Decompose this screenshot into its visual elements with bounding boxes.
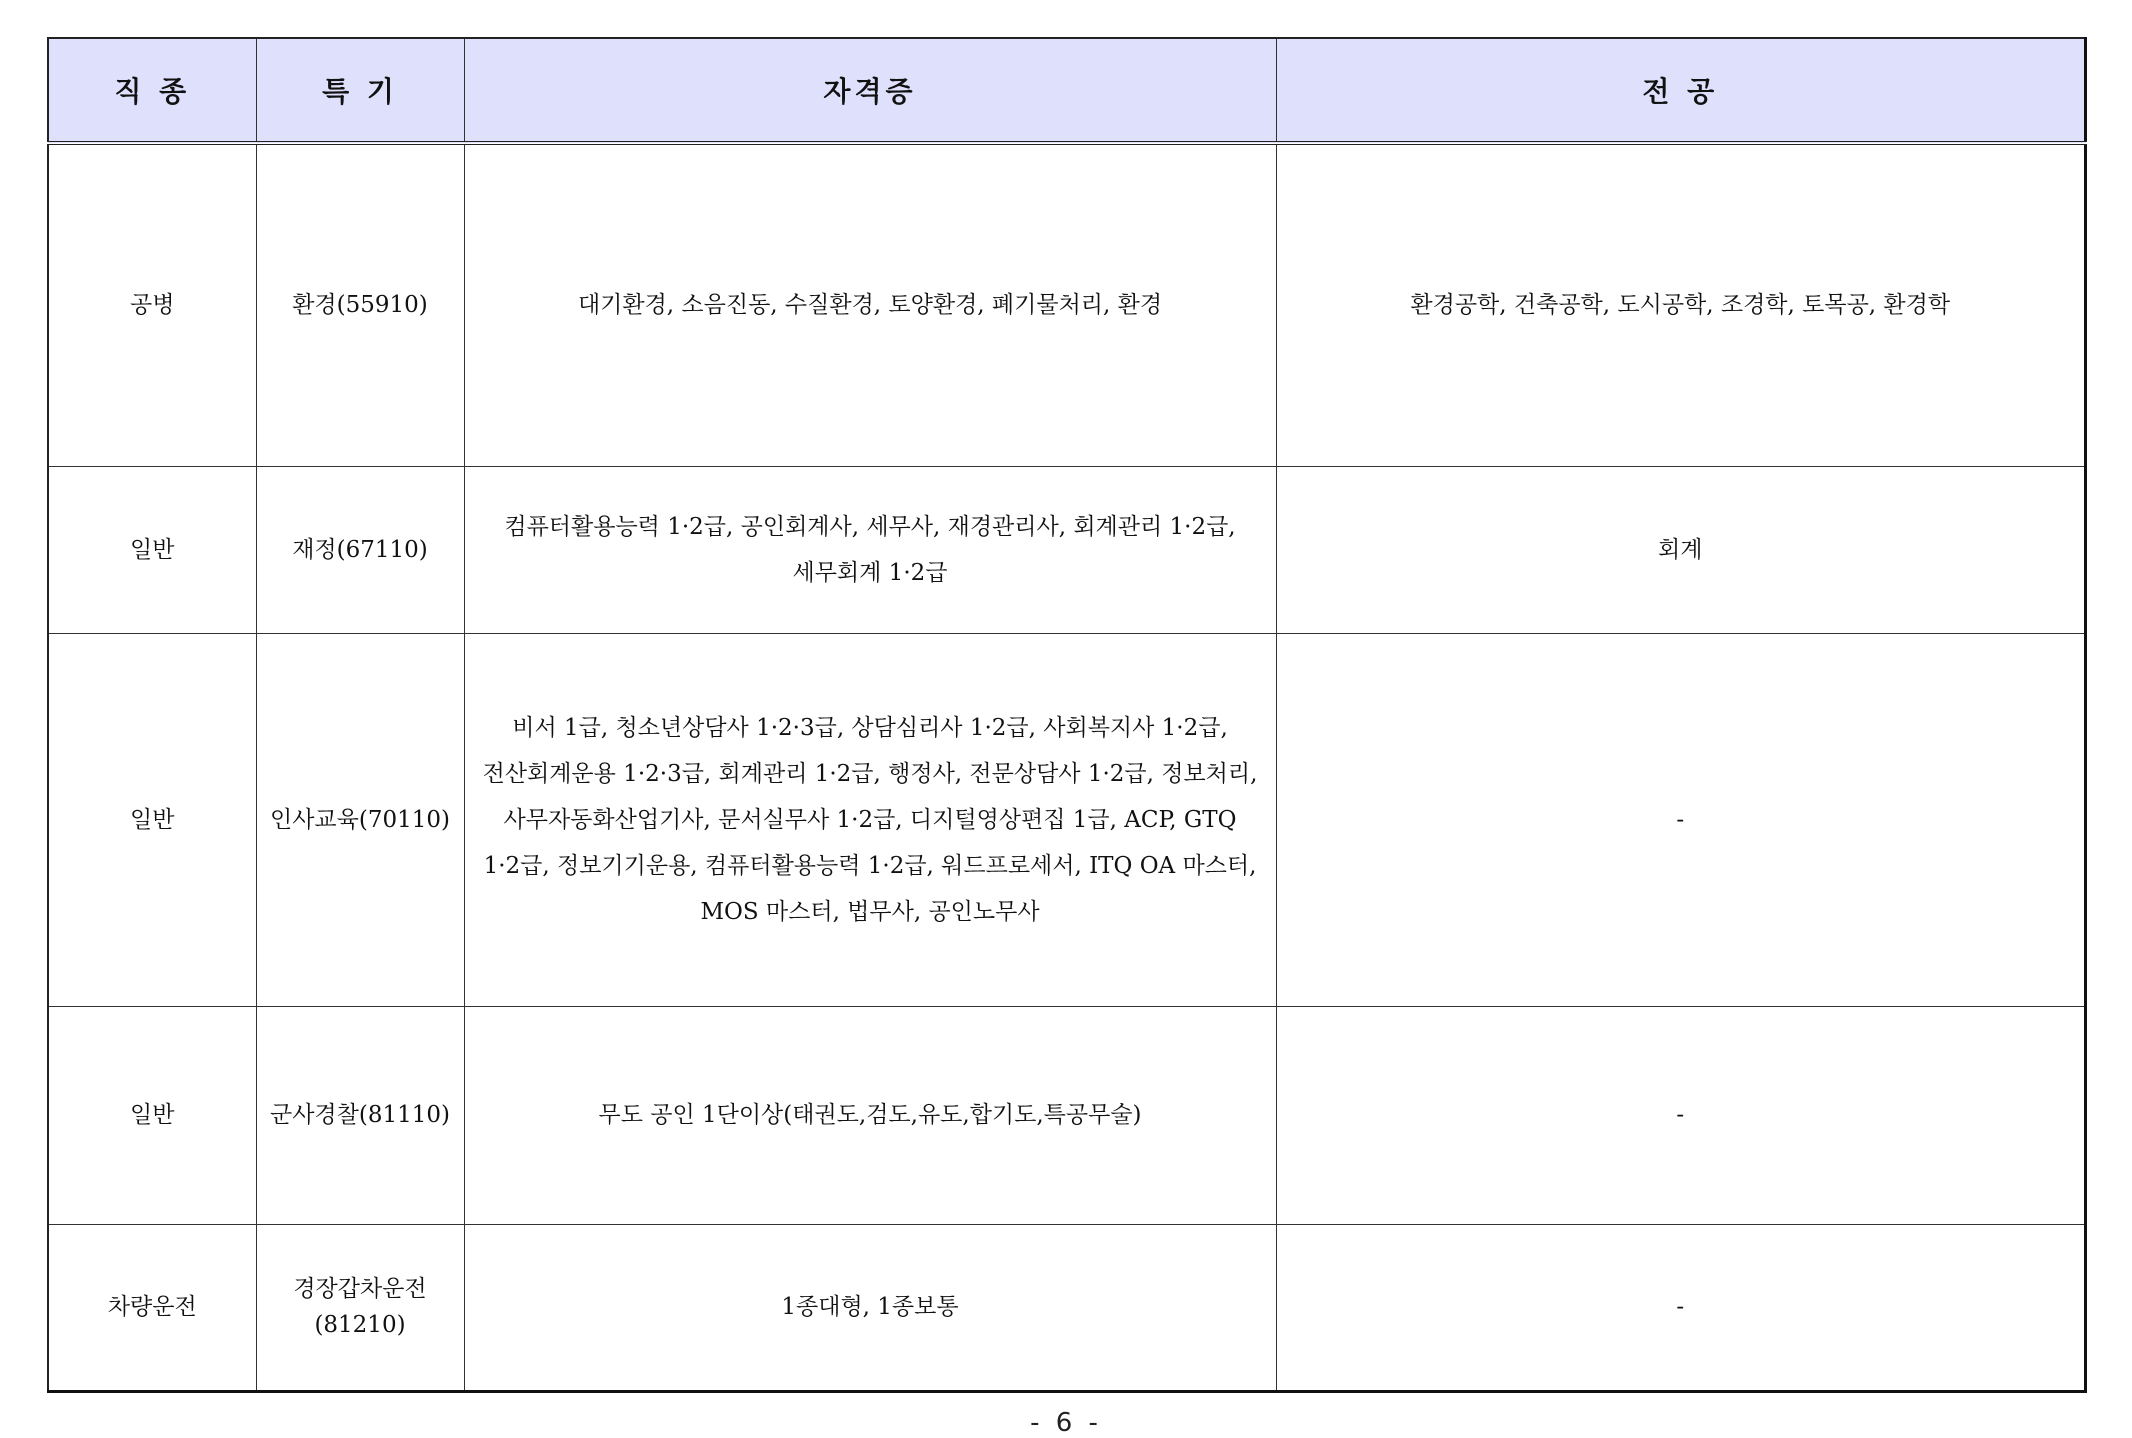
cell-specialty: 환경(55910): [256, 143, 464, 466]
page-number: - 6 -: [1030, 1408, 1102, 1438]
cell-job-type: 일반: [48, 633, 256, 1006]
cell-certificate: [464, 1006, 1276, 1224]
table-row: [48, 633, 2086, 1006]
cell-major: -: [1276, 633, 2086, 1006]
certificate-line: MOS 마스터, 법무사, 공인노무사: [700, 898, 1040, 925]
header-job-type: 직 종: [48, 38, 256, 143]
certificate-line: 1종대형, 1종보통: [781, 1294, 959, 1321]
certificate-line: 컴퓨터활용능력 1·2급, 공인회계사, 세무사, 재경관리사, 회계관리 1·2급,: [504, 513, 1236, 540]
certificate-line: 전산회계운용 1·2·3급, 회계관리 1·2급, 행정사, 전문상담사 1·2급, 정보처리,: [482, 760, 1258, 787]
cell-certificate: [464, 1224, 1276, 1391]
cell-job-type: 일반: [48, 466, 256, 633]
specialty-line: (81210): [314, 1312, 406, 1339]
cell-major: -: [1276, 1006, 2086, 1224]
table-row: [48, 466, 2086, 633]
cell-specialty: 인사교육(70110): [256, 633, 464, 1006]
cell-job-type: 일반: [48, 1006, 256, 1224]
certificate-line: 1·2급, 정보기기운용, 컴퓨터활용능력 1·2급, 워드프로세서, ITQ OA 마스터,: [483, 852, 1257, 879]
certificate-line: 사무자동화산업기사, 문서실무사 1·2급, 디지털영상편집 1급, ACP, GTQ: [503, 806, 1237, 833]
cell-job-type: 공병: [48, 143, 256, 466]
cell-specialty: 재정(67110): [256, 466, 464, 633]
qualification-table: [47, 37, 2087, 1393]
table-row: [48, 1224, 2086, 1391]
certificate-line: 무도 공인 1단이상(태권도,검도,유도,합기도,특공무술): [598, 1102, 1142, 1129]
table-header-row: [48, 38, 2086, 143]
cell-specialty: [256, 1224, 464, 1391]
cell-certificate: [464, 143, 1276, 466]
certificate-line: 대기환경, 소음진동, 수질환경, 토양환경, 폐기물처리, 환경: [577, 292, 1163, 319]
specialty-line: 경장갑차운전: [293, 1276, 427, 1303]
cell-major: 환경공학, 건축공학, 도시공학, 조경학, 토목공, 환경학: [1276, 143, 2086, 466]
header-certificate: 자격증: [464, 38, 1276, 143]
cell-certificate: [464, 633, 1276, 1006]
cell-certificate: [464, 466, 1276, 633]
certificate-line: 비서 1급, 청소년상담사 1·2·3급, 상담심리사 1·2급, 사회복지사 1·2급,: [512, 714, 1228, 741]
table-row: [48, 1006, 2086, 1224]
cell-major: 회계: [1276, 466, 2086, 633]
header-specialty: 특 기: [256, 38, 464, 143]
cell-major: -: [1276, 1224, 2086, 1391]
table-row: [48, 143, 2086, 466]
header-major: 전 공: [1276, 38, 2086, 143]
cell-job-type: 차량운전: [48, 1224, 256, 1391]
cell-specialty: 군사경찰(81110): [256, 1006, 464, 1224]
certificate-line: 세무회계 1·2급: [792, 559, 948, 586]
